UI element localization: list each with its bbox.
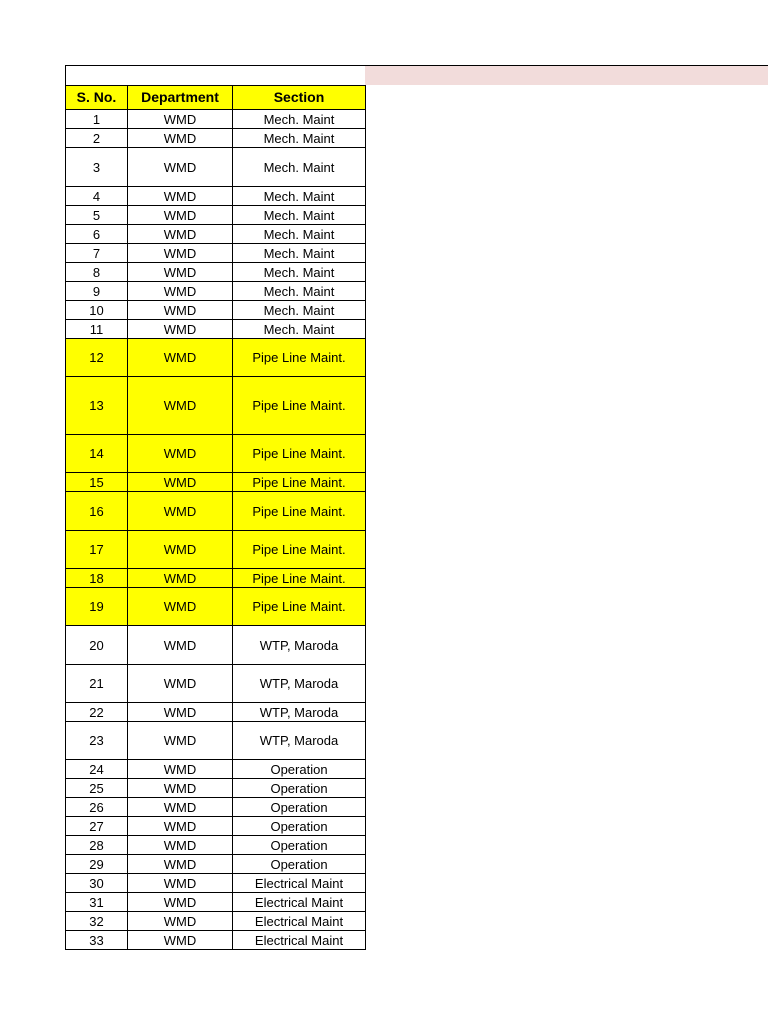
serial-no-cell[interactable]: 17 [66, 531, 128, 569]
serial-no-cell[interactable]: 6 [66, 225, 128, 244]
department-cell[interactable]: WMD [128, 531, 233, 569]
header-row [66, 86, 366, 110]
department-cell[interactable]: WMD [128, 206, 233, 225]
section-cell[interactable]: Pipe Line Maint. [233, 531, 366, 569]
serial-no-cell[interactable]: 30 [66, 874, 128, 893]
serial-no-cell[interactable]: 27 [66, 817, 128, 836]
department-cell[interactable]: WMD [128, 760, 233, 779]
section-cell[interactable]: WTP, Maroda [233, 665, 366, 703]
table-row [66, 817, 366, 836]
section-cell[interactable]: Mech. Maint [233, 263, 366, 282]
department-cell[interactable]: WMD [128, 263, 233, 282]
table-row [66, 779, 366, 798]
serial-no-cell[interactable]: 16 [66, 492, 128, 531]
serial-no-cell[interactable]: 19 [66, 588, 128, 626]
section-cell[interactable]: Pipe Line Maint. [233, 339, 366, 377]
serial-no-cell[interactable]: 10 [66, 301, 128, 320]
department-cell[interactable]: WMD [128, 110, 233, 129]
table-row [66, 798, 366, 817]
table-row [66, 339, 366, 377]
section-cell[interactable]: Electrical Maint [233, 893, 366, 912]
department-cell[interactable]: WMD [128, 435, 233, 473]
serial-no-cell[interactable]: 15 [66, 473, 128, 492]
department-cell[interactable]: WMD [128, 282, 233, 301]
department-cell[interactable]: WMD [128, 665, 233, 703]
department-cell[interactable]: WMD [128, 931, 233, 950]
serial-no-cell[interactable]: 29 [66, 855, 128, 874]
department-cell[interactable]: WMD [128, 703, 233, 722]
table-row [66, 282, 366, 301]
serial-no-cell[interactable]: 20 [66, 626, 128, 665]
serial-no-cell[interactable]: 32 [66, 912, 128, 931]
department-cell[interactable]: WMD [128, 187, 233, 206]
table-row [66, 703, 366, 722]
serial-no-cell[interactable]: 33 [66, 931, 128, 950]
table-row [66, 473, 366, 492]
serial-no-cell[interactable]: 11 [66, 320, 128, 339]
table-row [66, 626, 366, 665]
section-cell[interactable]: WTP, Maroda [233, 626, 366, 665]
serial-no-cell[interactable]: 2 [66, 129, 128, 148]
section-cell[interactable]: Mech. Maint [233, 110, 366, 129]
serial-no-cell[interactable]: 4 [66, 187, 128, 206]
section-cell[interactable]: Mech. Maint [233, 206, 366, 225]
table-row [66, 722, 366, 760]
serial-no-cell[interactable]: 25 [66, 779, 128, 798]
section-cell[interactable]: Operation [233, 836, 366, 855]
serial-no-cell[interactable]: 22 [66, 703, 128, 722]
department-cell[interactable]: WMD [128, 320, 233, 339]
department-cell[interactable]: WMD [128, 817, 233, 836]
section-cell[interactable]: Mech. Maint [233, 282, 366, 301]
section-cell[interactable]: Electrical Maint [233, 874, 366, 893]
table-row [66, 377, 366, 435]
department-cell[interactable]: WMD [128, 244, 233, 263]
table-row [66, 874, 366, 893]
serial-no-cell[interactable]: 1 [66, 110, 128, 129]
title-band [65, 65, 768, 85]
serial-no-cell[interactable]: 3 [66, 148, 128, 187]
department-cell[interactable]: WMD [128, 893, 233, 912]
department-cell[interactable]: WMD [128, 473, 233, 492]
department-cell[interactable]: WMD [128, 129, 233, 148]
serial-no-cell[interactable]: 12 [66, 339, 128, 377]
table-row [66, 110, 366, 129]
section-cell[interactable]: WTP, Maroda [233, 703, 366, 722]
section-cell[interactable]: Operation [233, 817, 366, 836]
section-cell[interactable]: Mech. Maint [233, 244, 366, 263]
section-cell[interactable]: Operation [233, 798, 366, 817]
section-cell[interactable]: Mech. Maint [233, 148, 366, 187]
department-cell[interactable]: WMD [128, 301, 233, 320]
section-cell[interactable]: WTP, Maroda [233, 722, 366, 760]
section-cell[interactable]: Mech. Maint [233, 225, 366, 244]
table-row [66, 893, 366, 912]
table-row [66, 129, 366, 148]
section-cell[interactable]: Mech. Maint [233, 129, 366, 148]
header-section[interactable]: Section [233, 86, 366, 110]
serial-no-cell[interactable]: 21 [66, 665, 128, 703]
section-cell[interactable]: Mech. Maint [233, 301, 366, 320]
department-cell[interactable]: WMD [128, 339, 233, 377]
department-cell[interactable]: WMD [128, 588, 233, 626]
serial-no-cell[interactable]: 24 [66, 760, 128, 779]
table-row [66, 263, 366, 282]
serial-no-cell[interactable]: 28 [66, 836, 128, 855]
table-row [66, 148, 366, 187]
department-cell[interactable]: WMD [128, 855, 233, 874]
table-row [66, 435, 366, 473]
department-cell[interactable]: WMD [128, 836, 233, 855]
department-table [65, 85, 366, 950]
department-cell[interactable]: WMD [128, 626, 233, 665]
department-cell[interactable]: WMD [128, 569, 233, 588]
table-row [66, 855, 366, 874]
table-row [66, 588, 366, 626]
serial-no-cell[interactable]: 9 [66, 282, 128, 301]
department-cell[interactable]: WMD [128, 492, 233, 531]
table-row [66, 760, 366, 779]
table-row [66, 187, 366, 206]
department-cell[interactable]: WMD [128, 779, 233, 798]
serial-no-cell[interactable]: 14 [66, 435, 128, 473]
table-row [66, 931, 366, 950]
serial-no-cell[interactable]: 13 [66, 377, 128, 435]
header-department[interactable]: Department [128, 86, 233, 110]
department-cell[interactable]: WMD [128, 874, 233, 893]
section-cell[interactable]: Operation [233, 779, 366, 798]
section-cell[interactable]: Pipe Line Maint. [233, 492, 366, 531]
section-cell[interactable]: Operation [233, 855, 366, 874]
header-serial-no[interactable]: S. No. [66, 86, 128, 110]
table-row [66, 665, 366, 703]
table-row [66, 225, 366, 244]
department-cell[interactable]: WMD [128, 798, 233, 817]
serial-no-cell[interactable]: 18 [66, 569, 128, 588]
section-cell[interactable]: Pipe Line Maint. [233, 473, 366, 492]
serial-no-cell[interactable]: 8 [66, 263, 128, 282]
section-cell[interactable]: Pipe Line Maint. [233, 435, 366, 473]
table-body [66, 110, 366, 950]
section-cell[interactable]: Mech. Maint [233, 187, 366, 206]
serial-no-cell[interactable]: 23 [66, 722, 128, 760]
table-row [66, 206, 366, 225]
table-row [66, 492, 366, 531]
department-cell[interactable]: WMD [128, 225, 233, 244]
table-row [66, 569, 366, 588]
table-row [66, 320, 366, 339]
table-row [66, 912, 366, 931]
serial-no-cell[interactable]: 31 [66, 893, 128, 912]
section-cell[interactable]: Pipe Line Maint. [233, 377, 366, 435]
section-cell[interactable]: Pipe Line Maint. [233, 569, 366, 588]
section-cell[interactable]: Mech. Maint [233, 320, 366, 339]
department-cell[interactable]: WMD [128, 148, 233, 187]
department-cell[interactable]: WMD [128, 722, 233, 760]
section-cell[interactable]: Pipe Line Maint. [233, 588, 366, 626]
section-cell[interactable]: Electrical Maint [233, 931, 366, 950]
section-cell[interactable]: Operation [233, 760, 366, 779]
table-row [66, 244, 366, 263]
department-cell[interactable]: WMD [128, 377, 233, 435]
table-row [66, 301, 366, 320]
department-cell[interactable]: WMD [128, 912, 233, 931]
table-row [66, 836, 366, 855]
table-row [66, 531, 366, 569]
section-cell[interactable]: Electrical Maint [233, 912, 366, 931]
serial-no-cell[interactable]: 26 [66, 798, 128, 817]
serial-no-cell[interactable]: 5 [66, 206, 128, 225]
serial-no-cell[interactable]: 7 [66, 244, 128, 263]
